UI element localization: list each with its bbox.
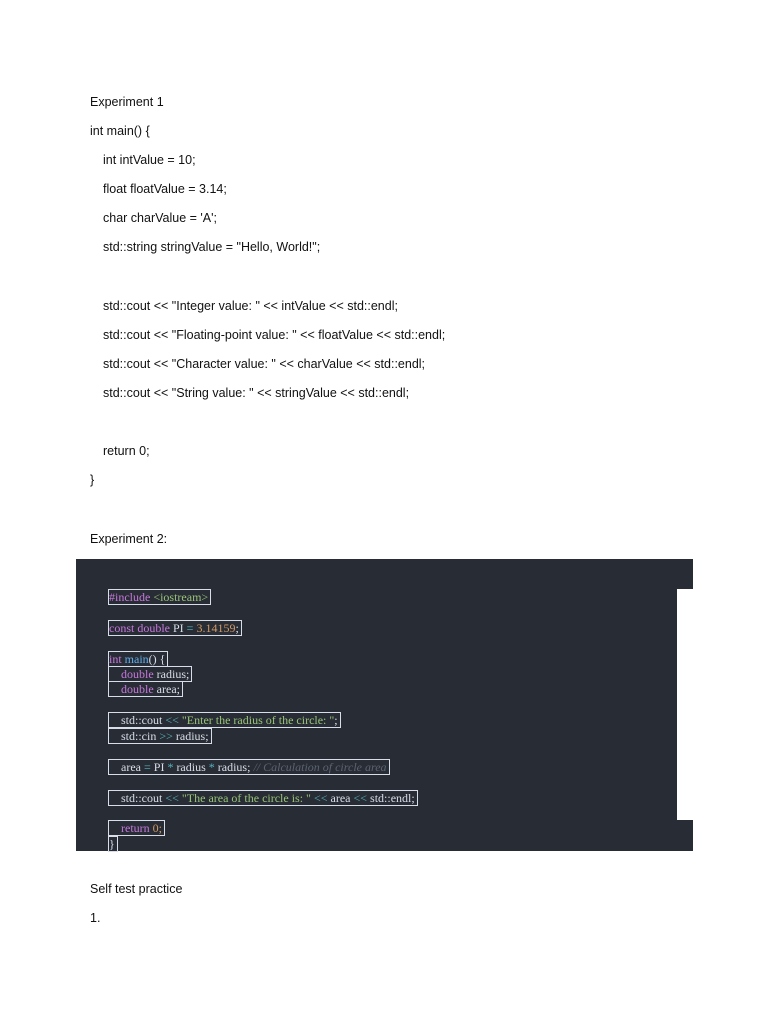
code-line-cout-result: std::cout << "The area of the circle is: " << area << std::endl; [90, 774, 418, 790]
code-line: return 0; [103, 444, 150, 458]
code-line-const: const double PI = 3.14159; [90, 604, 242, 620]
code-line: } [90, 473, 95, 487]
list-item-number: 1. [90, 911, 101, 925]
code-line-main: int main() { [90, 635, 168, 651]
code-line: std::cout << "Character value: " << charValue << std::endl; [103, 357, 426, 371]
code-line: std::cout << "String value: " << stringValue << std::endl; [103, 386, 410, 400]
code-line-include: #include <iostream> [90, 573, 211, 589]
code-line: char charValue = 'A'; [103, 211, 217, 225]
code-line-radius-decl: double radius; [90, 650, 192, 666]
code-line: std::cout << "Floating-point value: " << floatValue << std::endl; [103, 328, 446, 342]
code-line: std::cout << "Integer value: " << intValue << std::endl; [103, 299, 398, 313]
experiment-1-heading: Experiment 1 [90, 95, 164, 109]
experiment-2-heading: Experiment 2: [90, 532, 168, 546]
self-test-heading: Self test practice [90, 882, 183, 896]
code-line: float floatValue = 3.14; [103, 182, 227, 196]
code-line: std::string stringValue = "Hello, World!"; [103, 240, 321, 254]
code-line: int intValue = 10; [103, 153, 196, 167]
code-line: int main() { [90, 124, 150, 138]
code-line-area-decl: double area; [90, 665, 183, 681]
code-line-return: return 0; [90, 804, 165, 820]
code-line-cin: std::cin >> radius; [90, 712, 212, 728]
scrollbar-track [677, 589, 693, 820]
code-line-close: } [90, 820, 118, 836]
code-line-area-calc: area = PI * radius * radius; // Calculation of circle area [90, 743, 390, 759]
code-block-image [76, 559, 693, 851]
code-line-cout-prompt: std::cout << "Enter the radius of the circle: "; [90, 696, 341, 712]
